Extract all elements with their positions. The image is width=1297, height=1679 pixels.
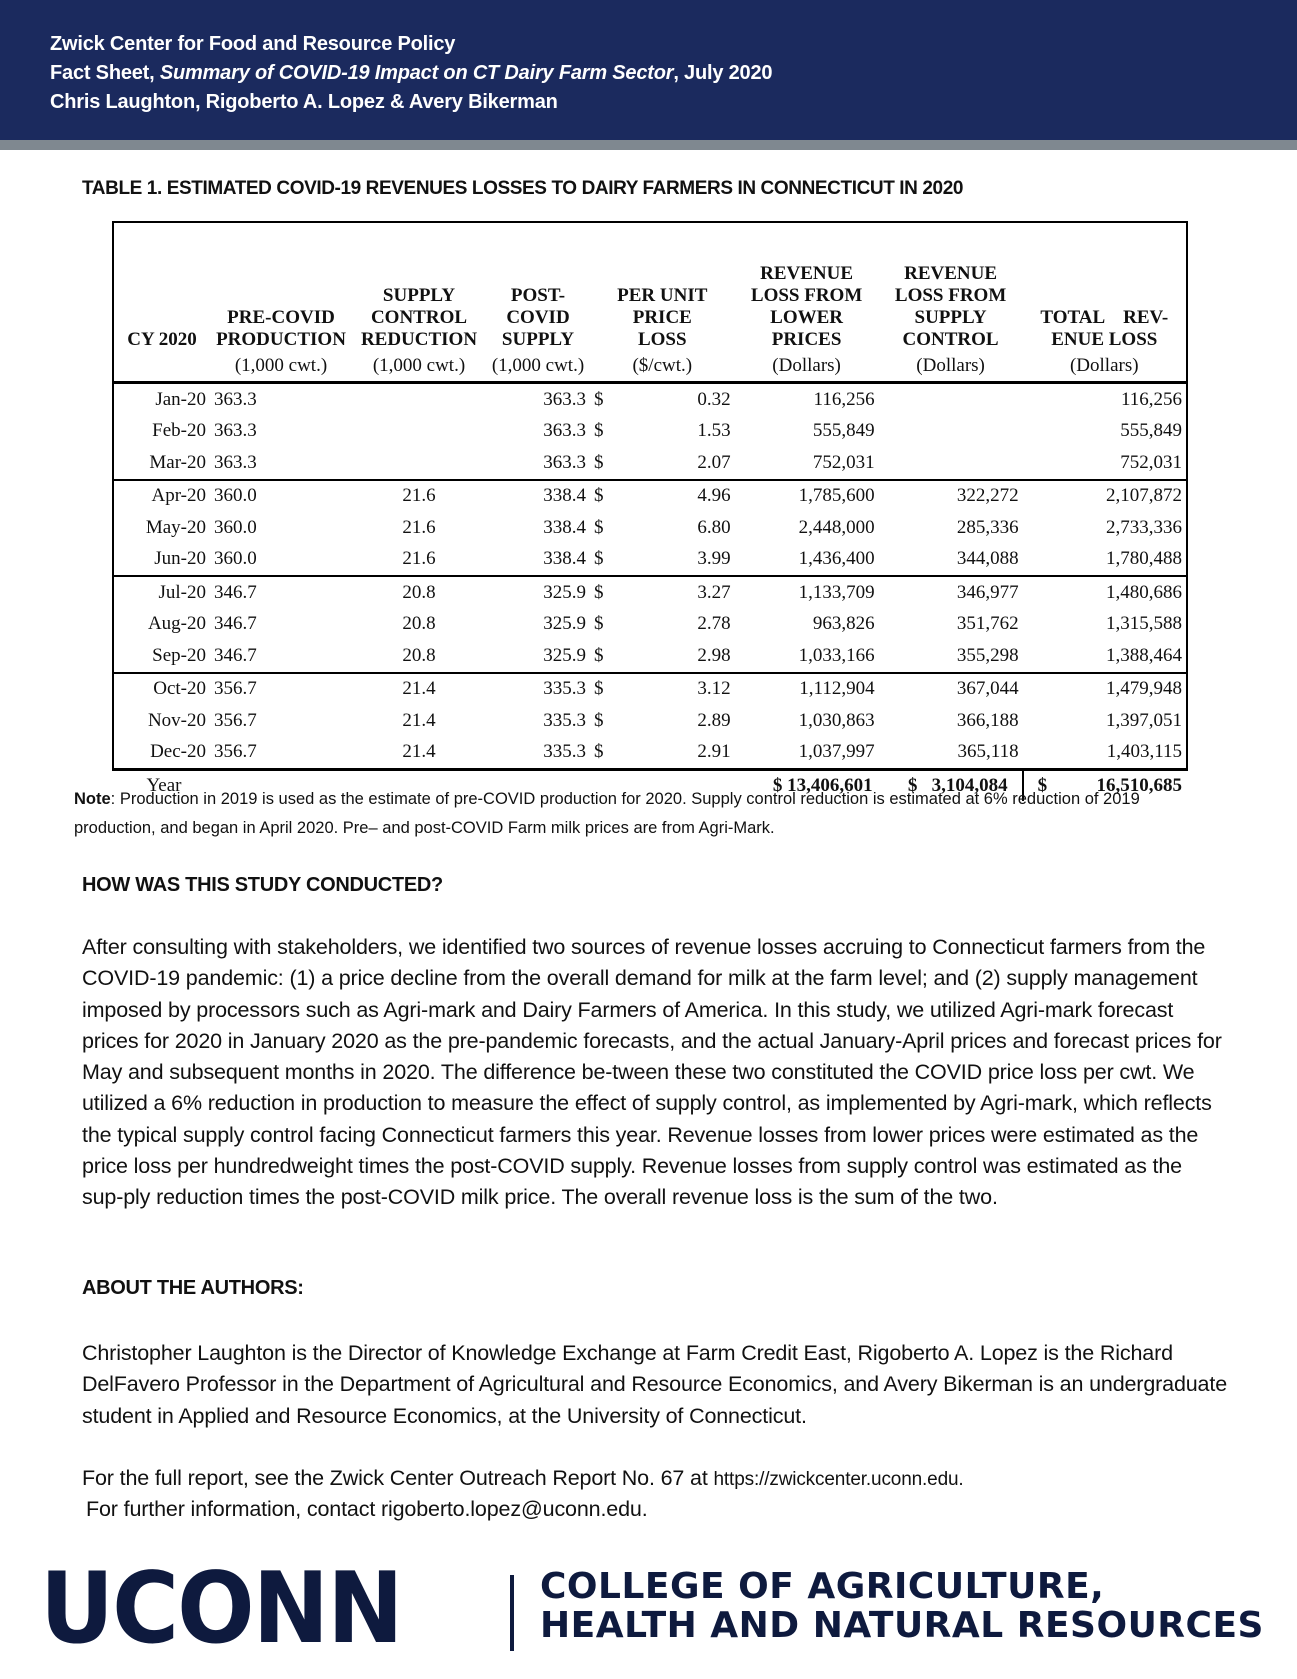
row-price-loss: 1.53: [697, 420, 731, 442]
row-month: Nov-20: [147, 709, 206, 731]
unit-loss-supply-control: (Dollars): [879, 351, 1023, 383]
row-post-covid: 325.9: [543, 613, 586, 635]
table-row: [114, 609, 1186, 641]
table-row: [114, 480, 1186, 513]
row-month: Oct-20: [153, 678, 206, 700]
row-loss-supply-control: [879, 383, 1023, 416]
row-loss-supply-control: 346,977: [956, 581, 1019, 603]
row-total-loss: 2,733,336: [1106, 516, 1182, 538]
table-body: [114, 383, 1186, 770]
table-row: [114, 512, 1186, 544]
row-total-loss: 1,403,115: [1106, 741, 1182, 763]
year-total-supply-control: $ 3,104,084: [879, 770, 1023, 802]
row-pre-covid: 363.3: [214, 388, 257, 410]
row-price-loss: 3.27: [697, 581, 731, 603]
table-row: [114, 447, 1186, 480]
row-post-covid: 335.3: [543, 709, 586, 731]
row-supply-reduction: [352, 416, 486, 448]
row-month: May-20: [145, 516, 206, 538]
row-pre-covid: 356.7: [214, 741, 257, 763]
row-price-loss: 6.80: [697, 516, 731, 538]
row-month: Feb-20: [152, 420, 206, 442]
row-pre-covid: 360.0: [214, 516, 257, 538]
row-month: Jun-20: [114, 544, 210, 577]
row-supply-reduction: [352, 447, 486, 480]
row-dollar-sign: $: [594, 678, 604, 700]
unit-post-covid: (1,000 cwt.): [486, 351, 590, 383]
col-header-loss-lower-prices: REVENUE LOSS FROM LOWER PRICES: [750, 263, 863, 350]
row-dollar-sign: $: [594, 741, 604, 763]
unit-price-loss: ($/cwt.): [590, 351, 735, 383]
table-row: [114, 576, 1186, 609]
study-heading: HOW WAS THIS STUDY CONDUCTED?: [82, 874, 443, 896]
row-price-loss: 3.99: [618, 544, 735, 577]
table-row: [114, 673, 1186, 706]
row-dollar-sign: $: [594, 709, 604, 731]
row-supply-reduction: 21.6: [352, 544, 486, 577]
row-total-loss: 1,480,686: [1106, 581, 1182, 603]
row-post-covid: 363.3: [543, 388, 586, 410]
factsheet-date: , July 2020: [673, 62, 773, 84]
row-post-covid: 325.9: [486, 640, 590, 673]
row-pre-covid: 363.3: [210, 447, 352, 480]
row-pre-covid: 363.3: [214, 420, 257, 442]
row-pre-covid: 346.7: [210, 640, 352, 673]
row-dollar-sign: $: [594, 581, 604, 603]
note-label: Note: [74, 790, 111, 808]
row-post-covid: 338.4: [543, 516, 586, 538]
row-loss-lower-prices: 1,785,600: [798, 485, 875, 507]
row-supply-reduction: 21.4: [402, 678, 436, 700]
row-loss-supply-control: 322,272: [956, 485, 1019, 507]
row-month: Mar-20: [114, 447, 210, 480]
row-dollar-sign: $: [594, 485, 604, 507]
row-supply-reduction: 20.8: [352, 640, 486, 673]
row-loss-lower-prices: 1,436,400: [735, 544, 879, 577]
row-loss-supply-control: 355,298: [879, 640, 1023, 673]
row-price-loss: 2.78: [697, 613, 731, 635]
row-supply-reduction: 20.8: [402, 581, 436, 603]
table-row: [114, 416, 1186, 448]
note-text: : Production in 2019 is used as the estimate of pre-COVID production for 2020. Supply control reduction is estimated at 6% reduction of 2019 production, and began in April 2020. Pre– and post-COVID Farm milk prices are from Agri-Mark.: [74, 790, 1140, 837]
row-loss-lower-prices: 1,033,166: [735, 640, 879, 673]
row-month: Aug-20: [147, 613, 206, 635]
row-dollar-sign: $: [594, 420, 604, 442]
row-loss-lower-prices: 2,448,000: [798, 516, 875, 538]
col-header-pre-covid: PRE-COVID PRODUCTION: [216, 307, 346, 350]
header-divider-strip: [0, 140, 1297, 150]
row-post-covid: 363.3: [486, 447, 590, 480]
factsheet-prefix: Fact Sheet,: [50, 62, 160, 84]
row-total-loss: 1,315,588: [1106, 613, 1182, 635]
factsheet-line: [50, 59, 772, 88]
col-header-post-covid: POST- COVID SUPPLY: [501, 285, 575, 350]
table-row: [114, 705, 1186, 737]
unit-total-loss: (Dollars): [1023, 351, 1186, 383]
col-header-price-loss: PER UNIT PRICE LOSS: [617, 285, 708, 350]
header-text: [50, 30, 772, 117]
row-pre-covid: 346.7: [214, 613, 257, 635]
row-dollar-sign: $: [590, 447, 618, 480]
unit-loss-lower-prices: (Dollars): [735, 351, 879, 383]
college-name: [540, 1567, 1264, 1645]
col-header-loss-supply-control: REVENUE LOSS FROM SUPPLY CONTROL: [894, 263, 1007, 350]
col-header-total-loss: TOTAL REV- ENUE LOSS: [1040, 307, 1169, 350]
table-row: [114, 544, 1186, 577]
revenue-loss-table-grid: [114, 223, 1186, 801]
report-url-link[interactable]: https://zwickcenter.uconn.edu.: [713, 1469, 964, 1490]
row-loss-supply-control: 285,336: [956, 516, 1019, 538]
row-price-loss: 2.91: [697, 741, 731, 763]
row-dollar-sign: $: [594, 388, 604, 410]
row-post-covid: 335.3: [543, 678, 586, 700]
row-loss-lower-prices: 555,849: [812, 420, 875, 442]
contact-line[interactable]: For further information, contact rigoberto.lopez@uconn.edu.: [86, 1497, 648, 1521]
row-pre-covid: 360.0: [210, 544, 352, 577]
row-loss-supply-control: 367,044: [956, 678, 1019, 700]
year-total-revenue-loss: $ 16,510,685: [1023, 770, 1186, 802]
row-post-covid: 325.9: [543, 581, 586, 603]
row-loss-lower-prices: 116,256: [813, 388, 875, 410]
row-price-loss: 2.89: [697, 709, 731, 731]
table-note: [74, 785, 1214, 843]
table-row: [114, 383, 1186, 416]
unit-supply-reduction: (1,000 cwt.): [352, 351, 486, 383]
table-row: [114, 737, 1186, 770]
row-loss-supply-control: [879, 416, 1023, 448]
row-supply-reduction: 21.6: [402, 516, 436, 538]
table-row: [114, 640, 1186, 673]
revenue-loss-table: [112, 221, 1188, 796]
row-supply-reduction: 21.4: [402, 741, 436, 763]
row-price-loss: 0.32: [697, 388, 731, 410]
college-name-line-2: HEALTH AND NATURAL RESOURCES: [540, 1605, 1264, 1646]
row-loss-supply-control: 351,762: [956, 613, 1019, 635]
study-paragraph: After consulting with stakeholders, we identified two sources of revenue losses accruing to Connecticut farmers from the COVID-19 pandemic: (1) a price decline from the overall demand for milk at the farm level; and (2) supply management imposed by processors such as Agri-mark and Dairy Farmers of America. In this study, we utilized Agri-mark forecast prices for 2020 in January 2020 as the pre-pandemic forecasts, and the actual January-April prices and forecast prices for May and subsequent months in 2020. The difference be-tween these two constituted the COVID price loss per cwt. We utilized a 6% reduction in production to measure the effect of supply control, as implemented by Agri-mark, which reflects the typical supply control facing Connecticut farmers this year. Revenue losses from lower prices were estimated as the price loss per hundredweight times the post-COVID supply. Revenue losses from supply control was estimated as the sup-ply reduction times the post-COVID milk price. The overall revenue loss is the sum of the two.: [82, 935, 1222, 1210]
row-month: Sep-20: [114, 640, 210, 673]
row-pre-covid: 356.7: [214, 678, 257, 700]
row-month: Apr-20: [151, 485, 206, 507]
row-loss-supply-control: 344,088: [879, 544, 1023, 577]
report-text: For the full report, see the Zwick Center Outreach Report No. 67 at: [82, 1466, 714, 1490]
row-pre-covid: 346.7: [214, 581, 257, 603]
year-label: Year: [114, 770, 210, 802]
year-total-lower-prices: $ 13,406,601: [735, 770, 879, 802]
row-loss-lower-prices: 963,826: [812, 613, 875, 635]
row-loss-lower-prices: 1,133,709: [798, 581, 875, 603]
row-total-loss: 1,780,488: [1023, 544, 1186, 577]
row-total-loss: 2,107,872: [1106, 485, 1182, 507]
row-pre-covid: 356.7: [214, 709, 257, 731]
col-header-supply-reduction: SUPPLY CONTROL REDUCTION: [360, 285, 478, 350]
row-loss-lower-prices: 1,112,904: [799, 678, 875, 700]
authors-paragraph: Christopher Laughton is the Director of Knowledge Exchange at Farm Credit East, Rigoberto A. Lopez is the Richard DelFavero Professor in the Department of Agricultural and Resource Economics, and Avery Bikerman is an undergraduate student in Applied and Resource Economics, at the University of Connecticut.: [82, 1341, 1227, 1428]
row-pre-covid: 360.0: [214, 485, 257, 507]
row-supply-reduction: [352, 383, 486, 416]
row-loss-lower-prices: 752,031: [735, 447, 879, 480]
row-supply-reduction: 21.4: [402, 709, 436, 731]
authors-heading: ABOUT THE AUTHORS:: [82, 1277, 304, 1299]
col-header-cy: CY 2020: [127, 329, 197, 350]
row-dollar-sign: $: [590, 544, 618, 577]
full-report-line: [82, 1463, 1242, 1495]
row-total-loss: 116,256: [1120, 388, 1182, 410]
row-total-loss: 1,388,464: [1023, 640, 1186, 673]
org-name: Zwick Center for Food and Resource Policy: [50, 33, 456, 55]
row-post-covid: 363.3: [543, 420, 586, 442]
row-loss-supply-control: 365,118: [957, 741, 1019, 763]
row-price-loss: 4.96: [697, 485, 731, 507]
row-total-loss: 1,397,051: [1106, 709, 1182, 731]
row-total-loss: 555,849: [1120, 420, 1182, 442]
row-loss-supply-control: 366,188: [956, 709, 1019, 731]
uconn-wordmark: UCONN: [40, 1552, 402, 1666]
row-total-loss: 752,031: [1023, 447, 1186, 480]
row-post-covid: 335.3: [543, 741, 586, 763]
table-title: TABLE 1. ESTIMATED COVID-19 REVENUES LOSSES TO DAIRY FARMERS IN CONNECTICUT IN 2020: [82, 178, 964, 199]
row-month: Jul-20: [158, 581, 206, 603]
row-price-loss: 2.07: [618, 447, 735, 480]
header-authors: Chris Laughton, Rigoberto A. Lopez & Avery Bikerman: [50, 91, 558, 113]
row-post-covid: 338.4: [486, 544, 590, 577]
row-price-loss: 3.12: [697, 678, 731, 700]
logo-separator: [510, 1575, 514, 1651]
factsheet-title: Summary of COVID-19 Impact on CT Dairy Farm Sector: [159, 62, 674, 84]
row-month: Dec-20: [150, 741, 206, 763]
row-month: Jan-20: [155, 388, 206, 410]
row-loss-lower-prices: 1,030,863: [798, 709, 875, 731]
row-price-loss: 2.98: [618, 640, 735, 673]
row-total-loss: 1,479,948: [1106, 678, 1182, 700]
header-band: [0, 0, 1297, 140]
row-post-covid: 338.4: [543, 485, 586, 507]
row-loss-lower-prices: 1,037,997: [798, 741, 875, 763]
college-name-line-1: COLLEGE OF AGRICULTURE,: [540, 1566, 1105, 1607]
row-supply-reduction: 21.6: [402, 485, 436, 507]
unit-cy: [114, 351, 210, 383]
unit-pre-covid: (1,000 cwt.): [210, 351, 352, 383]
row-supply-reduction: 20.8: [402, 613, 436, 635]
row-dollar-sign: $: [594, 516, 604, 538]
row-loss-supply-control: [879, 447, 1023, 480]
row-dollar-sign: $: [590, 640, 618, 673]
row-dollar-sign: $: [594, 613, 604, 635]
